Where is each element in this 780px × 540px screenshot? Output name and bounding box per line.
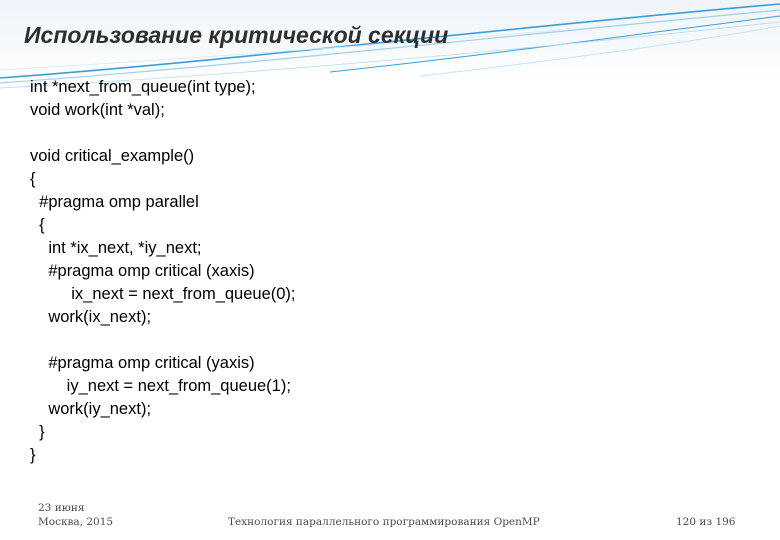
code-line: int *next_from_queue(int type); [30, 78, 256, 96]
code-line: } [30, 446, 36, 464]
code-line [30, 329, 730, 352]
code-line: int *ix_next, *iy_next; [30, 239, 202, 257]
code-line: #pragma omp critical (yaxis) [30, 354, 255, 372]
code-line: void work(int *val); [30, 101, 165, 119]
code-line: #pragma omp parallel [30, 193, 199, 211]
footer-course-title: Технология параллельного программирования OpenMP [228, 516, 540, 528]
code-line: work(iy_next); [30, 400, 152, 418]
code-line: #pragma omp critical (xaxis) [30, 262, 255, 280]
slide-title: Использование критической секции [24, 22, 449, 48]
code-line: void critical_example() [30, 147, 195, 165]
code-line: work(ix_next); [30, 308, 152, 326]
footer-page-number: 120 из 196 [676, 516, 736, 528]
footer-location-line: Москва, 2015 [38, 516, 114, 528]
footer-date-line: 23 июня [38, 502, 85, 514]
code-line: { [30, 216, 45, 234]
code-line [30, 122, 730, 145]
code-block [30, 76, 730, 467]
code-line: iy_next = next_from_queue(1); [30, 377, 291, 395]
code-line: } [30, 423, 45, 441]
code-line: { [30, 170, 36, 188]
footer-date [38, 501, 113, 529]
code-line: ix_next = next_from_queue(0); [30, 285, 296, 303]
